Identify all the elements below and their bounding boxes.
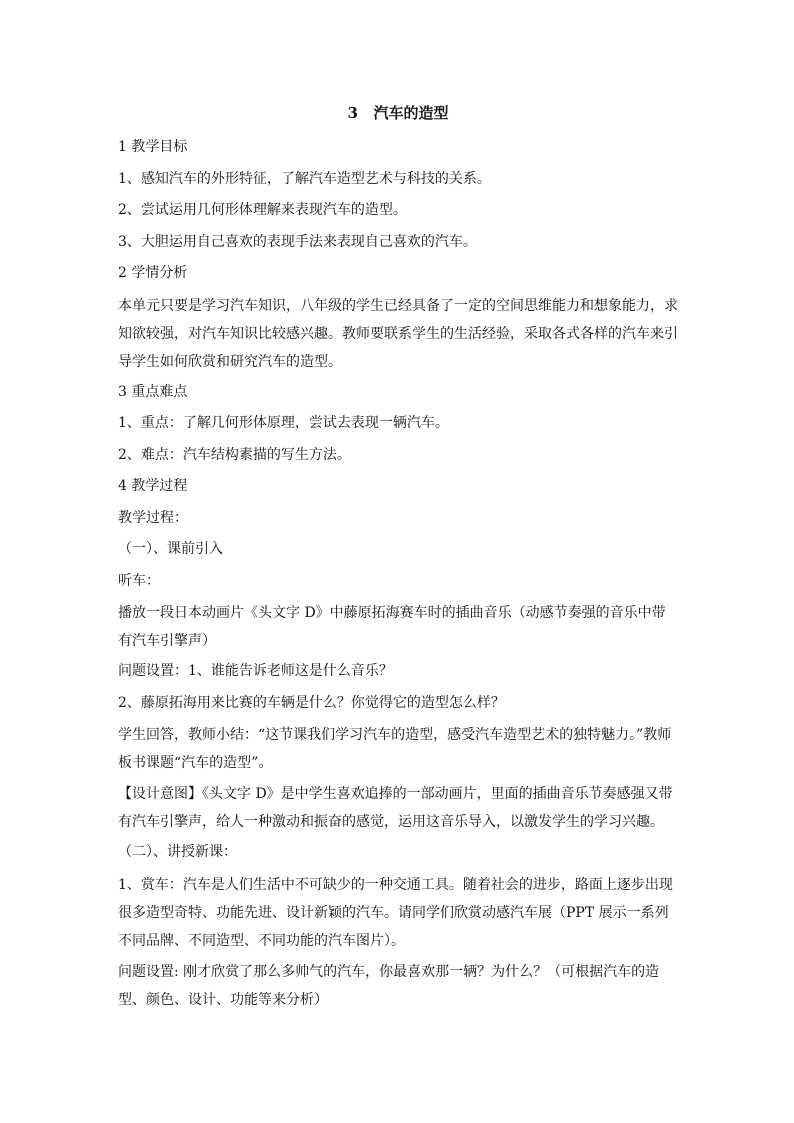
- section-heading-key-points: 3 重点难点: [118, 383, 188, 400]
- difficulty-item: 2、难点：汽车结构素描的写生方法。: [118, 446, 351, 463]
- question-2: 2、藤原拓海用来比赛的车辆是什么？你觉得它的造型怎么样？: [118, 694, 505, 711]
- process-label: 教学过程：: [118, 509, 188, 526]
- appreciate-cars-paragraph: 1、赏车：汽车是人们生活中不可缺少的一种交通工具。随着社会的进步，路面上逐步出现很多造型奇特、功能先进、设计新颖的汽车。请同学们欣赏动感汽车展（PPT 展示一系列不同品牌、不同造型、不同功能的汽车图片）。: [118, 876, 673, 949]
- section-heading-teaching-goals: 1 教学目标: [118, 139, 188, 155]
- goal-item-3: 3、大胆运用自己喜欢的表现手法来表现自己喜欢的汽车。: [118, 233, 477, 250]
- question-1: 问题设置：1、谁能告诉老师这是什么音乐？: [118, 663, 393, 679]
- section-heading-student-analysis: 2 学情分析: [118, 265, 188, 281]
- document-title: 3 汽车的造型: [347, 104, 449, 122]
- question-favorite-car: 问题设置: 刚才欣赏了那么多帅气的汽车，你最喜欢那一辆？为什么？（可根据汽车的造型、颜色、设计、功能等来分析）: [118, 963, 660, 1008]
- goal-item-2: 2、尝试运用几何形体理解来表现汽车的造型。: [118, 202, 407, 218]
- teacher-summary-paragraph: 学生回答，教师小结：“这节课我们学习汽车的造型，感受汽车造型艺术的独特魅力。”教师板书课题“汽车的造型”。: [118, 727, 672, 771]
- goal-item-1: 1、感知汽车的外形特征，了解汽车造型艺术与科技的关系。: [118, 170, 491, 187]
- subsection-new-lesson: （二）、讲授新课：: [118, 844, 237, 860]
- document-page: [118, 100, 678, 1015]
- student-analysis-paragraph: 本单元只要是学习汽车知识，八年级的学生已经具备了一定的空间思维能力和想象能力，求知欲较强，对汽车知识比较感兴趣。教师要联系学生的生活经验，采取各式各样的汽车来引导学生如何欣赏和研究汽车的造型。: [118, 297, 678, 370]
- key-point-item: 1、重点：了解几何形体原理，尝试去表现一辆汽车。: [118, 415, 449, 431]
- subsection-intro: （一）、课前引入: [118, 541, 223, 557]
- section-heading-teaching-process: 4 教学过程: [118, 478, 188, 494]
- listen-car-label: 听车：: [118, 572, 160, 589]
- play-music-paragraph: 播放一段日本动画片《头文字 D》中藤原拓海赛车时的插曲音乐（动感节奏强的音乐中带有汽车引擎声）: [118, 605, 666, 649]
- design-intent-paragraph: 【设计意图】《头文字 D》是中学生喜欢追捧的一部动画片，里面的插曲音乐节奏感强又带有汽车引擎声，给人一种激动和振奋的感觉，运用这音乐导入，以激发学生的学习兴趣。: [118, 786, 673, 830]
